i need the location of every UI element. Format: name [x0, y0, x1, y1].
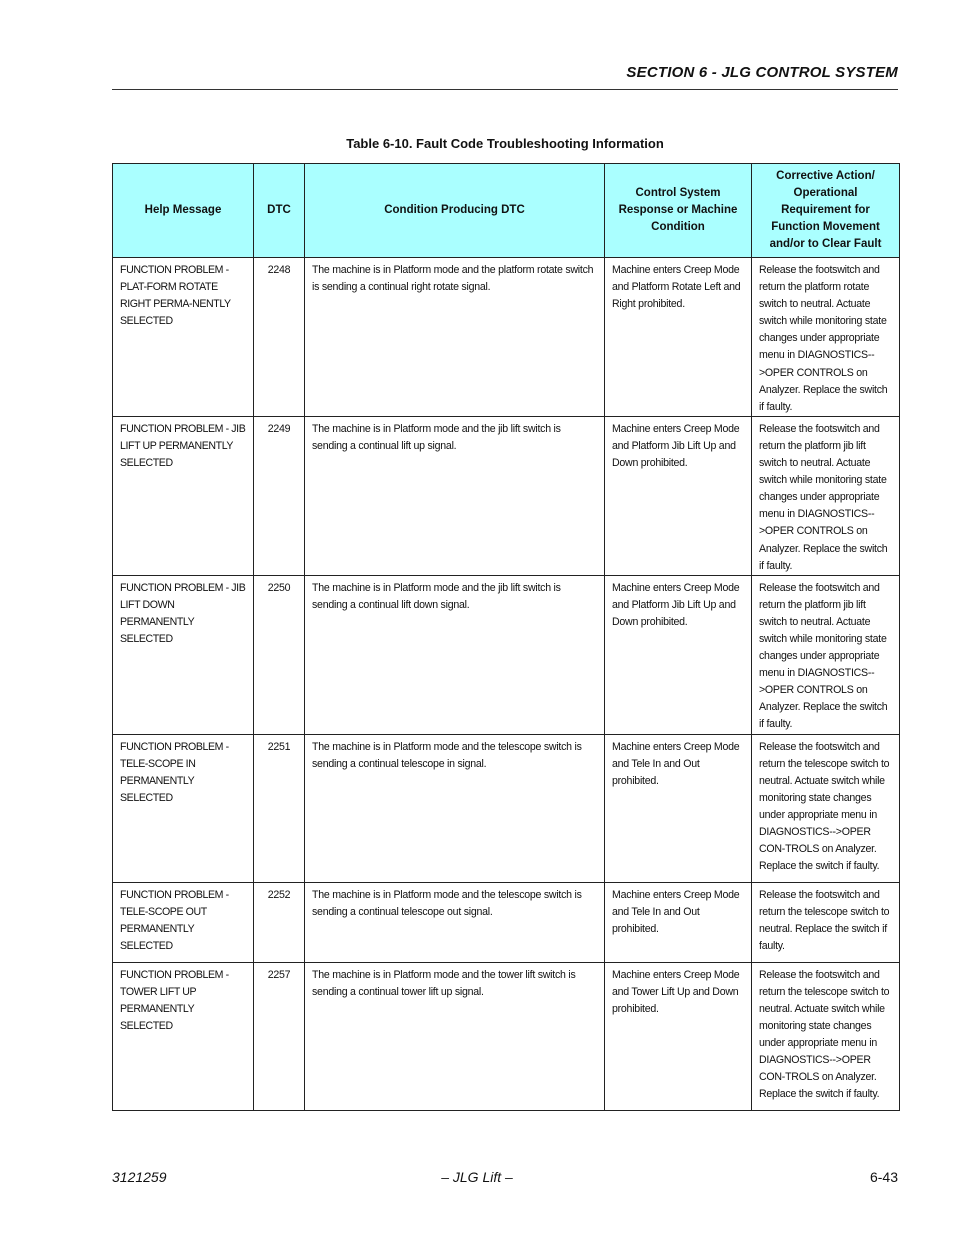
- help-message-cell: FUNCTION PROBLEM - PLAT-FORM ROTATE RIGHT PERMA-NENTLY SELECTED: [113, 258, 254, 417]
- dtc-cell: 2252: [254, 882, 305, 962]
- dtc-cell: 2250: [254, 575, 305, 734]
- table-row: [113, 258, 900, 417]
- response-cell: Machine enters Creep Mode and Tower Lift Up and Down prohibited.: [605, 962, 752, 1110]
- section-header: SECTION 6 - JLG CONTROL SYSTEM: [626, 64, 898, 81]
- corrective-action-cell: Release the footswitch and return the telescope switch to neutral. Actuate switch while monitoring state changes under appropriate menu in DIAGNOSTICS-->OPER CON-TROLS on Analyzer. Replace the switch if faulty.: [752, 962, 900, 1110]
- column-header-response: Control System Response or Machine Condition: [605, 164, 752, 258]
- condition-cell: The machine is in Platform mode and the jib lift switch is sending a continual lift up signal.: [305, 416, 605, 575]
- column-header-corrective-action: Corrective Action/ Operational Requirement for Function Movement and/or to Clear Fault: [752, 164, 900, 258]
- table-row: [113, 962, 900, 1110]
- response-cell: Machine enters Creep Mode and Platform Jib Lift Up and Down prohibited.: [605, 416, 752, 575]
- condition-cell: The machine is in Platform mode and the jib lift switch is sending a continual lift down signal.: [305, 575, 605, 734]
- help-message-cell: FUNCTION PROBLEM - TELE-SCOPE OUT PERMANENTLY SELECTED: [113, 882, 254, 962]
- corrective-action-cell: Release the footswitch and return the platform jib lift switch to neutral. Actuate switch while monitoring state changes under appropriate menu in DIAGNOSTICS-->OPER CONTROLS on Analyzer. Replace the switch if faulty.: [752, 575, 900, 734]
- help-message-cell: FUNCTION PROBLEM - TOWER LIFT UP PERMANENTLY SELECTED: [113, 962, 254, 1110]
- response-cell: Machine enters Creep Mode and Platform Rotate Left and Right prohibited.: [605, 258, 752, 417]
- header-rule: [112, 89, 898, 90]
- dtc-cell: 2249: [254, 416, 305, 575]
- dtc-cell: 2251: [254, 734, 305, 882]
- dtc-cell: 2248: [254, 258, 305, 417]
- footer-page-number: 6-43: [869, 1169, 898, 1185]
- table-row: [113, 882, 900, 962]
- table-title: Table 6-10. Fault Code Troubleshooting Information: [346, 136, 664, 151]
- table-header-row: [113, 164, 900, 258]
- help-message-cell: FUNCTION PROBLEM - TELE-SCOPE IN PERMANENTLY SELECTED: [113, 734, 254, 882]
- column-header-help-message: Help Message: [113, 164, 254, 258]
- table-row: [113, 734, 900, 882]
- footer-doc-number: 3121259: [112, 1169, 167, 1185]
- table-row: [113, 575, 900, 734]
- fault-code-table: [112, 163, 900, 1111]
- response-cell: Machine enters Creep Mode and Tele In and Out prohibited.: [605, 882, 752, 962]
- corrective-action-cell: Release the footswitch and return the telescope switch to neutral. Replace the switch if faulty.: [752, 882, 900, 962]
- footer-brand: – JLG Lift –: [441, 1169, 513, 1185]
- table-row: [113, 416, 900, 575]
- corrective-action-cell: Release the footswitch and return the platform jib lift switch to neutral. Actuate switch while monitoring state changes under appropriate menu in DIAGNOSTICS-->OPER CONTROLS on Analyzer. Replace the switch if faulty.: [752, 416, 900, 575]
- condition-cell: The machine is in Platform mode and the tower lift switch is sending a continual tower lift up signal.: [305, 962, 605, 1110]
- column-header-dtc: DTC: [254, 164, 305, 258]
- response-cell: Machine enters Creep Mode and Tele In and Out prohibited.: [605, 734, 752, 882]
- help-message-cell: FUNCTION PROBLEM - JIB LIFT UP PERMANENTLY SELECTED: [113, 416, 254, 575]
- column-header-condition: Condition Producing DTC: [305, 164, 605, 258]
- dtc-cell: 2257: [254, 962, 305, 1110]
- help-message-cell: FUNCTION PROBLEM - JIB LIFT DOWN PERMANENTLY SELECTED: [113, 575, 254, 734]
- corrective-action-cell: Release the footswitch and return the telescope switch to neutral. Actuate switch while monitoring state changes under appropriate menu in DIAGNOSTICS-->OPER CON-TROLS on Analyzer. Replace the switch if faulty.: [752, 734, 900, 882]
- corrective-action-cell: Release the footswitch and return the platform rotate switch to neutral. Actuate switch while monitoring state changes under appropriate menu in DIAGNOSTICS-->OPER CONTROLS on Analyzer. Replace the switch if faulty.: [752, 258, 900, 417]
- condition-cell: The machine is in Platform mode and the telescope switch is sending a continual telescope in signal.: [305, 734, 605, 882]
- condition-cell: The machine is in Platform mode and the platform rotate switch is sending a continual right rotate signal.: [305, 258, 605, 417]
- response-cell: Machine enters Creep Mode and Platform Jib Lift Up and Down prohibited.: [605, 575, 752, 734]
- condition-cell: The machine is in Platform mode and the telescope switch is sending a continual telescope out signal.: [305, 882, 605, 962]
